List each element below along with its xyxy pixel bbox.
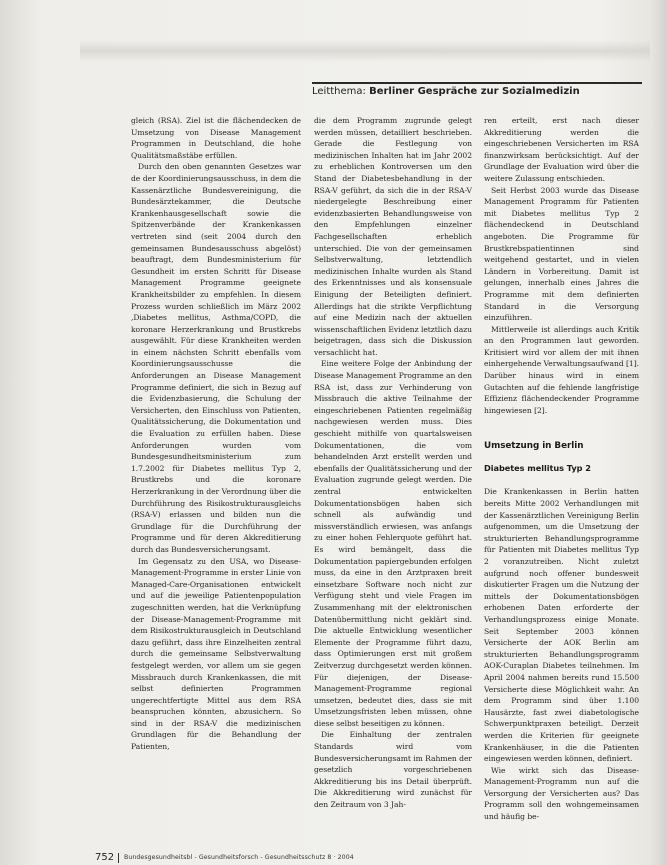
paragraph: ren erteilt, erst nach dieser Akkreditierung werden die eingeschriebenen Versicherten im RSA finanzwirksam berücksichtigt. Auf der Grundlage der Evaluation wird über die weitere Zulassung entschieden. xyxy=(484,116,639,183)
binding-shadow xyxy=(650,0,667,865)
section-heading: Umsetzung in Berlin xyxy=(484,441,584,452)
text-column-3 xyxy=(484,115,639,823)
paragraph: Die Krankenkassen in Berlin hatten bereits Mitte 2002 Verhandlungen mit der Kassenärztlichen Vereinigung Berlin aufgenommen, um die Umsetzung der strukturierten Behandlungsprogramme für Patienten mit Diabetes mellitus Typ 2 voranzutreiben. Nicht zuletzt aufgrund noch offener bundesweit diskutierter Fragen um die Nutzung der mittels der Dokumentationsbögen erhobenen Daten erforderte der Verhandlungsprozess einige Monate. Seit September 2003 können Versicherte der AOK Berlin am strukturierten Behandlungsprogramm AOK-Curaplan Diabetes teilnehmen. Im April 2004 nahmen bereits rund 15.500 Versicherte diese Möglichkeit wahr. An dem Programm sind über 1.100 Hausärzte, fast zwei diabetologische Schwerpunktpraxen beteiligt. Derzeit werden die Kriterien für geeignete Krankenhäuser, in die die Patienten eingewiesen werden können, definiert. xyxy=(484,487,639,764)
footer-divider xyxy=(118,853,119,863)
running-header xyxy=(312,85,642,99)
paragraph: Durch den oben genannten Gesetzes war de der Koordinierungsausschuss, in dem die Kassenärztliche Bundesvereinigung, die Bundesärztekammer, die Deutsche Krankenhausgesellschaft sowie die Spitzenverbände der Krankenkassen vertreten sind (seit 2004 durch den gemeinsamen Bundesausschuss abgelöst) beauftragt, dem Bundesministerium für Gesundheit im ersten Schritt für Disease Management Programme geeignete Krankheitsbilder zu empfehlen. In diesem Prozess wurden schließlich im März 2002 ‚Diabetes mellitus, Asthma/COPD, die koronare Herzerkrankung und Brustkrebs ausgewählt. Für diese Krankheiten werden in einem nächsten Schritt ebenfalls vom Koordinierungsausschusse die Anforderungen an Disease Management Programme definiert, die sich in Bezug auf die Evidenzbasierung, die Schulung der Versicherten, den Einschluss von Patienten, Qualitätssicherung, die Dokumentation und die Evaluation zu erfüllen haben. Diese Anforderungen wurden vom Bundesgesundheitsministerium zum 1.7.2002 für Diabetes mellitus Typ 2, Brustkrebs und die koronare Herzerkrankung in der Verordnung über die Durchführung des Risikostrukturausgleichs (RSA-V) erlassen und bilden nun die Grundlage für die Durchführung der Programme und für deren Akkreditierung durch das Bundesversicherungsamt. xyxy=(131,162,301,554)
paragraph: die dem Programm zugrunde gelegt werden müssen, detailliert beschrieben. Gerade die Festlegung von medizinischen Inhalten hat im Jahr 2002 zu erheblichen Kontroversen um den Stand der Diabetesbehandlung in der RSA-V geführt, da sich die in der RSA-V niedergelegte Beschreibung einer evidenzbasierten Behandlungsweise von den Empfehlungen einzelner Fachgesellschaften erheblich unterschied. Die von der gemeinsamen Selbstverwaltung, letztendlich medizinischen Inhalte wurden als Stand des Erkenntnisses und als konsensuale Einigung der Beteiligten definiert. Allerdings hat die strikte Verpflichtung auf eine Medizin nach der aktuellen wissenschaftlichen Evidenz letztlich dazu beigetragen, dass sich die Diskussion versachlicht hat. xyxy=(314,116,472,357)
paragraph: Die Einhaltung der zentralen Standards wird vom Bundesversicherungsamt im Rahmen der gesetzlich vorgeschriebenen Akkreditierung bis ins Detail überprüft. Die Akkreditierung wird zunächst für den Zeitraum von 3 Jah- xyxy=(314,730,472,810)
scan-artifact xyxy=(80,40,650,62)
paragraph: Eine weitere Folge der Anbindung der Disease Management Programme an den RSA ist, dass zur Verhinderung von Missbrauch die aktive Teilnahme der eingeschriebenen Patienten regelmäßig nachgewiesen werden muss. Dies geschieht mithilfe von quartalsweisen Dokumentationen, die vom behandelnden Arzt erstellt werden und ebenfalls der Qualitätssicherung und der Evaluation zugrunde gelegt werden. Die zentral entwickelten Dokumentationsbögen haben sich schnell als aufwändig und missverständlich erwiesen, was anfangs zu einer hohen Fehlerquote geführt hat. Es wird bemängelt, dass die Dokumentation papiergebunden erfolgen muss, da eine in den Arztpraxen breit einsetzbare Software noch nicht zur Verfügung steht und viele Fragen im Zusammenhang mit der elektronischen Datenübermittlung nicht geklärt sind. Die aktuelle Entwicklung wesentlicher Elemente der Programme führt dazu, dass Optimierungen erst mit großem Zeitverzug durchgesetzt werden können. Für diejenigen, der Disease-Management-Programme regional umsetzen, bedeutet dies, dass sie mit Umsetzungsfristen leben müssen, ohne diese selbst beseitigen zu können. xyxy=(314,359,472,728)
journal-citation: Bundesgesundheitsbl - Gesundheitsforsch - Gesundheitsschutz 8 · 2004 xyxy=(124,854,354,861)
header-section-label: Leitthema: xyxy=(312,86,366,97)
subsection-heading: Diabetes mellitus Typ 2 xyxy=(484,463,591,474)
paragraph: gleich (RSA). Ziel ist die flächendecken de Umsetzung von Disease Management Programmen in Deutschland, die hohe Qualitätsmaßstäbe erfüllen. xyxy=(131,116,301,160)
paragraph: Seit Herbst 2003 wurde das Disease Management Programm für Patienten mit Diabetes mellitus Typ 2 flächendeckend in Deutschland angeboten. Die Programme für Brustkrebspatientinnen sind weitgehend gestartet, und in vielen Ländern in Vorbereitung. Damit ist gelungen, innerhalb eines Jahres die Programme mit dem definierten Standard in die Versorgung einzuführen. xyxy=(484,185,639,323)
header-rule xyxy=(312,82,642,84)
paragraph: Wie wirkt sich das Disease-Management-Programm nun auf die Versorgung der Versicherten aus? Das Programm soll den wohngemeinsamen und häufig be- xyxy=(484,765,639,822)
section-spacer xyxy=(484,452,639,462)
paragraph: Im Gegensatz zu den USA, wo Disease-Management-Programme in erster Linie von Managed-Care-Organisationen entwickelt und auf die jeweilige Patientenpopulation zugeschnitten werden, hat die Verknüpfung der Disease-Management-Programme mit dem Risikostrukturausgleich in Deutschland dazu geführt, dass ihre Einzelheiten zentral durch die gemeinsame Selbstverwaltung festgelegt werden, vor allem um sie gegen Missbrauch durch Krankenkassen, die mit selbst definierten Programmen ungerechtfertigte Mittel aus dem RSA beanspruchen könnten, abzusichern. So sind in der RSA-V die medizinischen Grundlagen für die Behandlung der Patienten, xyxy=(131,556,301,752)
section-spacer xyxy=(484,416,639,440)
paragraph: Mittlerweile ist allerdings auch Kritik an den Programmen laut geworden. Kritisiert wird vor allem der mit ihnen einhergehende Verwaltungsaufwand [1]. Darüber hinaus wird in einem Gutachten auf die fehlende langfristige Effizienz flächendeckender Programme hingewiesen [2]. xyxy=(484,324,639,415)
text-column-2 xyxy=(314,115,472,811)
page-number: 752 xyxy=(95,852,115,863)
header-title: Berliner Gespräche zur Sozialmedizin xyxy=(369,86,580,97)
text-column-1 xyxy=(131,115,301,753)
section-spacer xyxy=(484,474,639,486)
